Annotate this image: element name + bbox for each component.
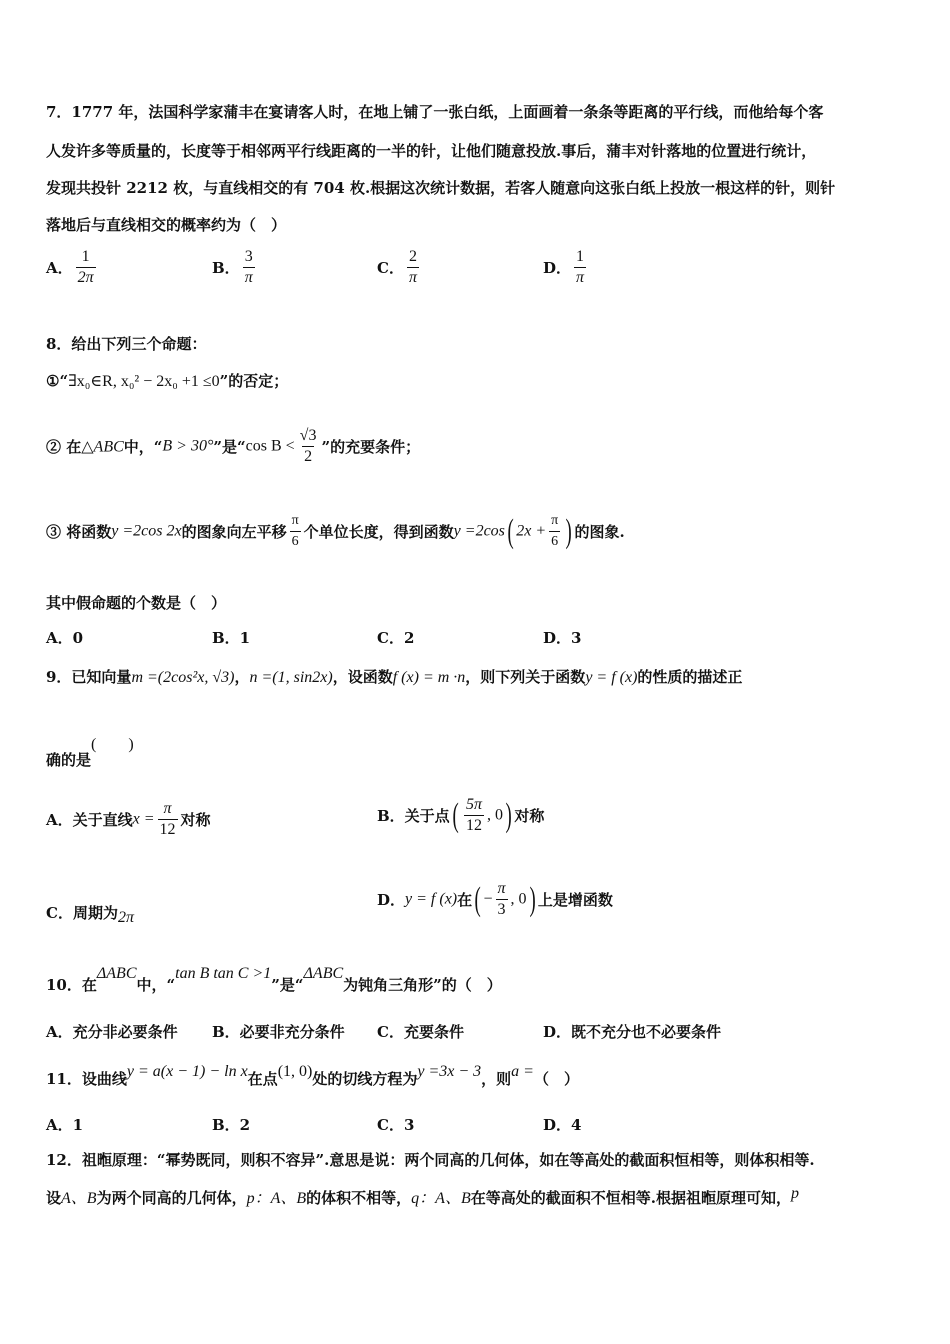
q10-stem: 10．在ΔABC中，“tan B tan C >1”是“ΔABC为钝角三角形”的（ ）: [46, 965, 502, 994]
q11-option-b[interactable]: B．2: [212, 1116, 251, 1134]
q7-line-3: 发现共投针 2212 枚，与直线相交的有 704 枚.根据这次统计数据，若客人随意向这张白纸上投放一根这样的针，则针: [46, 179, 836, 197]
q8-option-c[interactable]: C．2: [377, 629, 415, 647]
q10-option-c[interactable]: C．充要条件: [377, 1023, 464, 1041]
q8-proposition-2: ② 在△ABC中，“B > 30°”是“cos B < $\frac{√3}{2}$ ”的充要条件；: [46, 427, 421, 465]
q8-question: 其中假命题的个数是（ ）: [46, 594, 227, 612]
q10-option-a[interactable]: A．充分非必要条件: [46, 1023, 178, 1041]
q9-option-d[interactable]: D．y = f (x)在( − $\frac{\pi}{3}$ , 0) 上是增函数: [377, 880, 613, 918]
q11-stem: 11．设曲线y = a(x − 1) − ln x在点(1, 0)处的切线方程为y =3x − 3，则a =（ ）: [46, 1063, 579, 1088]
q7-line-4: 落地后与直线相交的概率约为（ ）: [46, 216, 287, 234]
q7-option-c[interactable]: C． $\frac{2}{\pi}$: [377, 248, 417, 286]
q7-line-2: 人发许多等质量的，长度等于相邻两平行线距离的一半的针，让他们随意投放.事后，蒲丰对针落地的位置进行统计，: [46, 142, 817, 160]
q12-line-1: 12．祖暅原理：“幂势既同，则积不容异”.意思是说：两个同高的几何体，如在等高处的截面积恒相等，则体积相等.: [46, 1151, 815, 1169]
q12-line-2: 设A、B为两个同高的几何体，p：A、B的体积不相等，q：A、B在等高处的截面积不恒相等.根据祖暅原理可知，p: [46, 1185, 799, 1207]
q8-title: 8．给出下列三个命题：: [46, 335, 207, 353]
q7-option-d[interactable]: D． $\frac{1}{\pi}$: [543, 248, 585, 286]
q11-option-d[interactable]: D．4: [543, 1116, 582, 1134]
q11-option-c[interactable]: C．3: [377, 1116, 415, 1134]
q11-option-a[interactable]: A．1: [46, 1116, 84, 1134]
q8-option-d[interactable]: D．3: [543, 629, 582, 647]
q9-option-c[interactable]: C．周期为2π: [46, 904, 134, 926]
q7-option-a[interactable]: A． $\frac{1}{2\pi}$: [46, 248, 94, 286]
q10-option-d[interactable]: D．既不充分也不必要条件: [543, 1023, 722, 1041]
q9-stem-line-2: 确的是( ): [46, 736, 134, 769]
q8-proposition-1: ①“∃x₀∈R, x₀² − 2x₀ +1 ≤0”的否定；: [46, 372, 289, 390]
q7-line-1: 7．1777 年，法国科学家蒲丰在宴请客人时，在地上铺了一张白纸，上面画着一条条等距离的平行线，而他给每个客: [46, 103, 824, 121]
q10-option-b[interactable]: B．必要非充分条件: [212, 1023, 345, 1041]
q8-option-a[interactable]: A．0: [46, 629, 84, 647]
q7-option-b[interactable]: B． $\frac{3}{\pi}$: [212, 248, 253, 286]
q9-option-a[interactable]: A．关于直线x = $\frac{\pi}{12}$ 对称: [46, 800, 211, 838]
q9-option-b[interactable]: B．关于点( $\frac{5\pi}{12}$ , 0) 对称: [377, 796, 545, 834]
q9-stem-line-1: 9．已知向量m =(2cos²x, √3)，n =(1, sin2x)，设函数f (x) = m ·n，则下列关于函数y = f (x)的性质的描述正: [46, 668, 743, 686]
q8-proposition-3: ③ 将函数y =2cos 2x的图象向左平移 $\frac{\pi}{6}$ 个单位长度，得到函数y =2cos( 2x + $\frac{\pi}{6}$ ) 的图象.: [46, 512, 625, 550]
q8-option-b[interactable]: B．1: [212, 629, 251, 647]
